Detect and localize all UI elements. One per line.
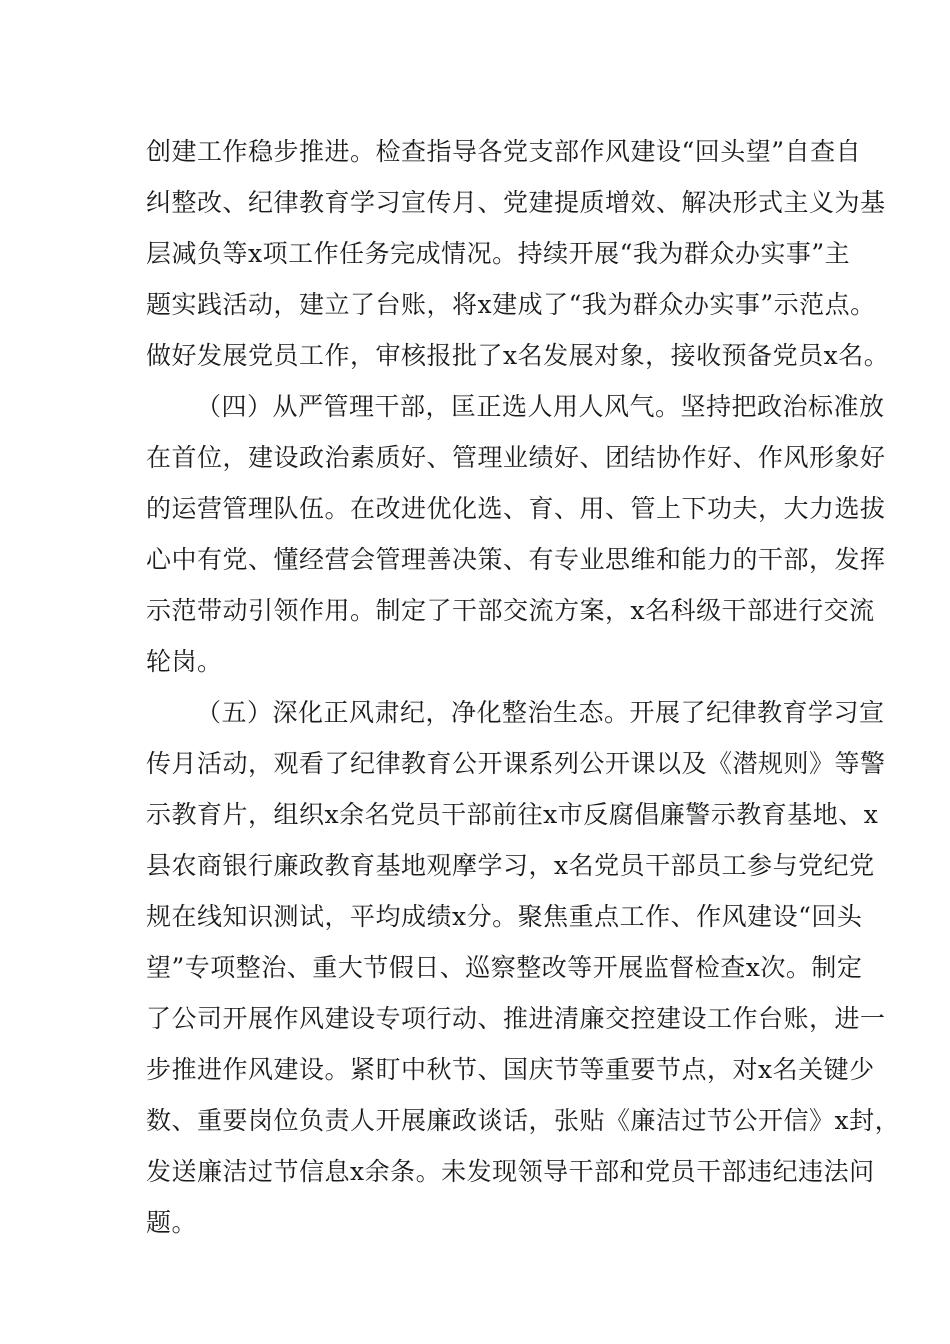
paragraph-line: 规在线知识测试，平均成绩x分。聚焦重点工作、作风建设“回头 [146, 902, 863, 931]
paragraph-line: 题。 [146, 1208, 198, 1237]
section-heading-line: （四）从严管理干部，匡正选人用人风气。坚持把政治标准放 [196, 392, 885, 421]
paragraph-line: 传月活动，观看了纪律教育公开课系列公开课以及《潜规则》等警 [146, 749, 886, 778]
paragraph-line: 轮岗。 [146, 647, 223, 676]
paragraph-line: 步推进作风建设。紧盯中秋节、国庆节等重要节点，对x名关键少 [146, 1055, 875, 1084]
paragraph-line: 县农商银行廉政教育基地观摩学习，x名党员干部员工参与党纪党 [146, 851, 875, 880]
paragraph-line: 纠整改、纪律教育学习宣传月、党建提质增效、解决形式主义为基 [146, 188, 886, 217]
paragraph-line: 创建工作稳步推进。检查指导各党支部作风建设“回头望”自查自 [146, 137, 862, 166]
paragraph-line: 示教育片，组织x余名党员干部前往x市反腐倡廉警示教育基地、x [146, 800, 879, 829]
paragraph-line: 数、重要岗位负责人开展廉政谈话，张贴《廉洁过节公开信》x封， [146, 1106, 901, 1135]
paragraph-line: 做好发展党员工作，审核报批了x名发展对象，接收预备党员x名。 [146, 341, 890, 370]
paragraph-line: 心中有党、懂经营会管理善决策、有专业思维和能力的干部，发挥 [146, 545, 886, 574]
paragraph-line: 的运营管理队伍。在改进优化选、育、用、管上下功夫，大力选拔 [146, 494, 886, 523]
paragraph-line: 望”专项整治、重大节假日、巡察整改等开展监督检查x次。制定 [146, 953, 863, 982]
paragraph-line: 层减负等x项工作任务完成情况。持续开展“我为群众办实事”主 [146, 239, 851, 268]
paragraph-line: 题实践活动，建立了台账，将x建成了“我为群众办实事”示范点。 [146, 290, 876, 319]
paragraph-line: 发送廉洁过节信息x余条。未发现领导干部和党员干部违纪违法问 [146, 1157, 875, 1186]
paragraph-line: 了公司开展作风建设专项行动、推进清廉交控建设工作台账，进一 [146, 1004, 886, 1033]
paragraph-line: 示范带动引领作用。制定了干部交流方案，x名科级干部进行交流 [146, 596, 875, 625]
section-heading-line: （五）深化正风肃纪，净化整治生态。开展了纪律教育学习宣 [196, 698, 885, 727]
paragraph-line: 在首位，建设政治素质好、管理业绩好、团结协作好、作风形象好 [146, 443, 886, 472]
